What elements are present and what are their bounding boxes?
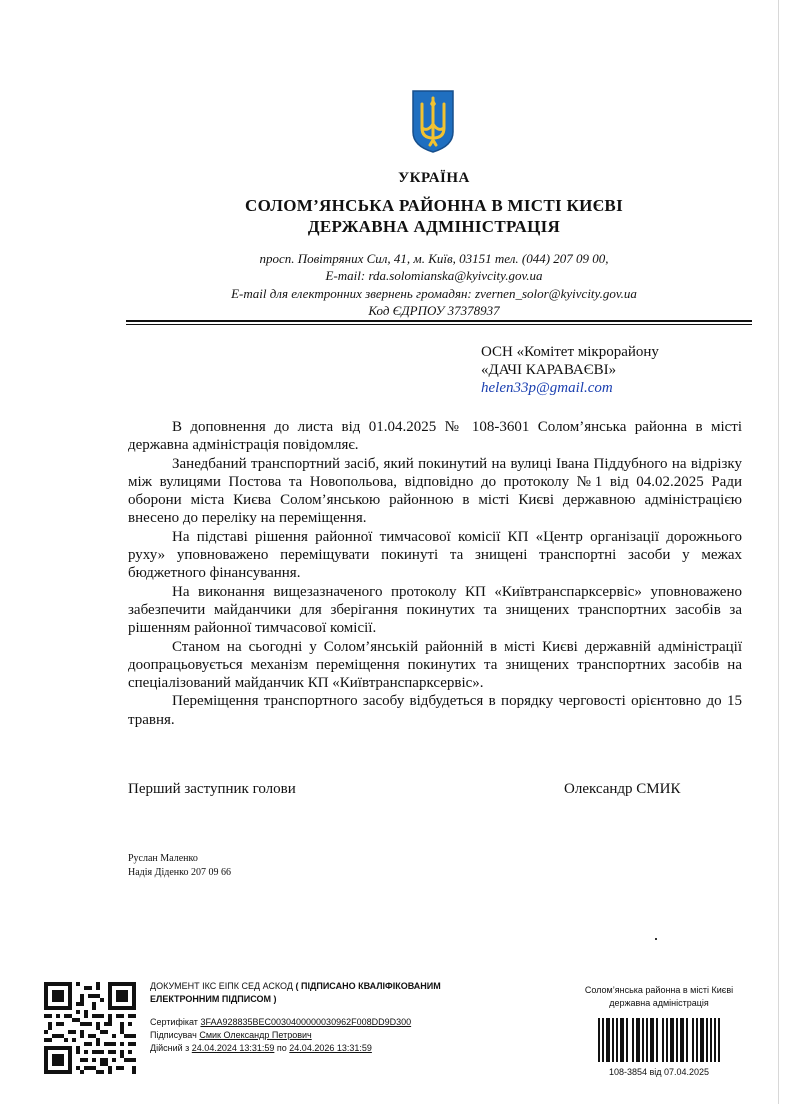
valid-from-value: 24.04.2024 13:31:59 xyxy=(191,1043,275,1053)
email-line: E-mail: rda.solomianska@kyivcity.gov.ua xyxy=(325,268,543,283)
signed-label-line2: ЕЛЕКТРОННИМ ПІДПИСОМ ) xyxy=(150,994,277,1004)
doc-label: ДОКУМЕНТ ІКС ЕІПК СЕД АСКОД xyxy=(150,981,293,991)
signed-label: ( ПІДПИСАНО КВАЛІФІКОВАНИМ xyxy=(295,981,441,991)
trident-coat-of-arms-icon xyxy=(410,88,456,154)
organization-name-line1: СОЛОМ’ЯНСЬКА РАЙОННА В МІСТІ КИЄВІ xyxy=(245,196,623,215)
e-signature-header-line1 xyxy=(150,980,441,993)
executor-line2: Надія Діденко 207 09 66 xyxy=(128,867,231,878)
signer-value: Смик Олександр Петрович xyxy=(199,1030,312,1040)
recipient-block xyxy=(481,343,659,397)
registration-org-line2: державна адміністрація xyxy=(609,998,709,1008)
registration-number: 108-3854 від 07.04.2025 xyxy=(608,1067,710,1077)
stray-dot xyxy=(655,938,657,940)
registration-stamp xyxy=(566,984,752,1079)
body-paragraph: В доповнення до листа від 01.04.2025 № 108-3601 Солом’янська районна в місті державна адміністрація повідомляє. xyxy=(128,419,742,454)
registration-org-line1: Солом’янська районна в місті Києві xyxy=(584,985,734,995)
qr-code-icon xyxy=(44,982,136,1074)
edrpou-code-line: Код ЄДРПОУ 37378937 xyxy=(368,303,500,318)
certificate-value: 3FAA928835BEC0030400000030962F008DD9D300 xyxy=(200,1017,412,1027)
signer-row xyxy=(150,1029,441,1042)
executors-block xyxy=(128,852,231,880)
body-paragraph: Переміщення транспортного засобу відбудеться в порядку черговості орієнтовно до 15 травня. xyxy=(128,693,742,728)
signer-label: Підписувач xyxy=(150,1030,197,1040)
executor-line1: Руслан Маленко xyxy=(128,853,198,864)
barcode-icon xyxy=(598,1018,720,1062)
organization-name-line2: ДЕРЖАВНА АДМІНІСТРАЦІЯ xyxy=(307,217,561,236)
country-title: УКРАЇНА xyxy=(398,170,470,186)
body-paragraph: Занедбаний транспортний засіб, який покинутий на вулиці Івана Піддубного на відрізку між вулицями Постова та Новопольова, відповідно до протоколу №1 від 04.02.2025 Ради оборони міста Києва Солом’янською районною в місті Києві державною адміністрацією внесено до переліку на переміщення. xyxy=(128,455,742,527)
address-line: просп. Повітряних Сил, 41, м. Київ, 03151 тел. (044) 207 09 00, xyxy=(259,251,609,266)
valid-to-value: 24.04.2026 13:31:59 xyxy=(289,1043,372,1053)
letter-body xyxy=(128,418,742,729)
body-paragraph: На виконання вищезазначеного протоколу КП «Київтранспарксервіс» уповноважено забезпечити майданчики для зберігання покинутих та знищених транспортних засобів за рішенням районної тимчасової комісії. xyxy=(128,583,742,637)
signatory-position: Перший заступник голови xyxy=(128,781,296,797)
validity-row xyxy=(150,1042,441,1055)
header-divider-thin xyxy=(126,324,752,325)
body-paragraph: Станом на сьогодні у Солом’янській районній в місті Києві державній адміністрації доопрацьовується механізм переміщення покинутих та знищених транспортних засобів на спеціалізований майданчик КП «Київтранспарксервіс». xyxy=(128,638,742,692)
citizens-email-line: E-mail для електронних звернень громадян: zvernen_solor@kyivcity.gov.ua xyxy=(231,286,637,301)
signatory-name: Олександр СМИК xyxy=(564,781,681,797)
valid-from-label: Дійсний з xyxy=(150,1043,190,1053)
header-divider-thick xyxy=(126,320,752,322)
e-signature-stamp xyxy=(34,976,538,1072)
recipient-line1: ОСН «Комітет мікрорайону xyxy=(481,344,659,360)
e-signature-details xyxy=(150,980,441,1055)
recipient-email-link[interactable]: helen33p@gmail.com xyxy=(481,380,613,396)
recipient-line2: «ДАЧІ КАРАВАЄВІ» xyxy=(481,362,617,378)
body-paragraph: На підставі рішення районної тимчасової комісії КП «Центр організації дорожнього руху» уповноважено переміщувати покинуті та знищені транспортні засоби у межах бюджетного фінансування. xyxy=(128,528,742,582)
certificate-row xyxy=(150,1016,441,1029)
certificate-label: Сертифікат xyxy=(150,1017,198,1027)
valid-to-label: по xyxy=(276,1043,287,1053)
